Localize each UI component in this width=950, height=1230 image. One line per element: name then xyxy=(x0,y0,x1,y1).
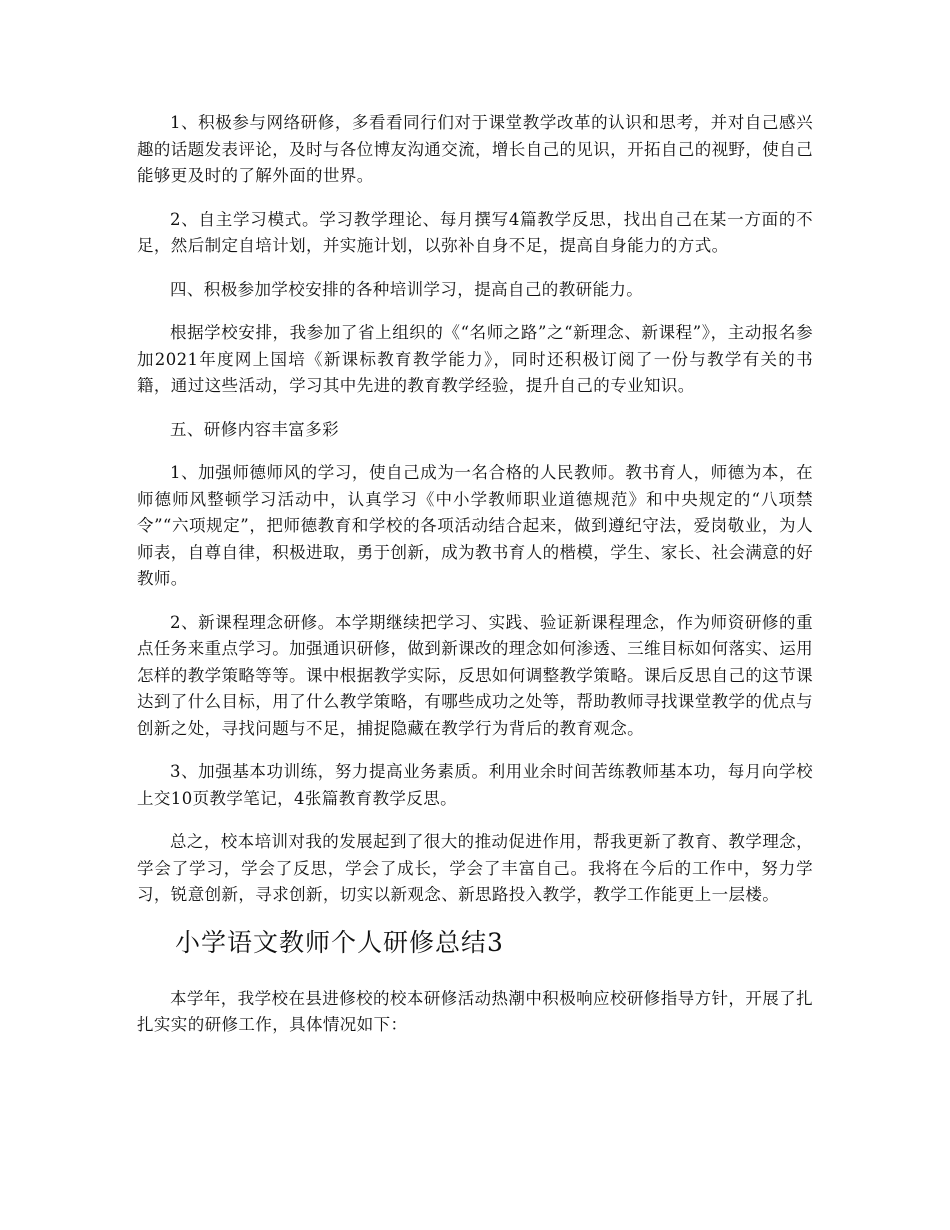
section-title: 小学语文教师个人研修总结3 xyxy=(175,927,504,957)
paragraph-teacher-ethics: 1、加强师德师风的学习，使自己成为一名合格的人民教师。教书育人，师德为本，在师德师风整顿学习活动中，认真学习《中小学教师职业道德规范》和中央规定的“八项禁令”“六项规定”，把师德教育和学校的各项活动结合起来，做到遵纪守法，爱岗敬业，为人师表，自尊自律，积极进取，勇于创新，成为教书育人的楷模，学生、家长、社会满意的好教师。 xyxy=(137,463,813,588)
paragraph-heading-content: 五、研修内容丰富多彩 xyxy=(170,419,339,439)
paragraph-heading-training: 四、积极参加学校安排的各种培训学习，提高自己的教研能力。 xyxy=(170,279,644,299)
paragraph-intro: 本学年，我学校在县进修校的校本研修活动热潮中积极响应校研修指导方针，开展了扎扎实实的研修工作，具体情况如下： xyxy=(137,988,813,1034)
paragraph-school-arrangement: 根据学校安排，我参加了省上组织的《“名师之路”之“新理念、新课程”》，主动报名参加2021年度网上国培《新课标教育教学能力》，同时还积极订阅了一份与教学有关的书籍，通过这些活动，学习其中先进的教育教学经验，提升自己的专业知识。 xyxy=(137,323,813,395)
paragraph-conclusion: 总之，校本培训对我的发展起到了很大的推动促进作用，帮我更新了教育、教学理念，学会了学习，学会了反思，学会了成长，学会了丰富自己。我将在今后的工作中，努力学习，锐意创新，寻求创新，切实以新观念、新思路投入教学，教学工作能更上一层楼。 xyxy=(137,832,813,904)
paragraph-basic-skills: 3、加强基本功训练，努力提高业务素质。利用业余时间苦练教师基本功，每月向学校上交10页教学笔记，4张篇教育教学反思。 xyxy=(137,762,813,808)
document-body xyxy=(137,110,813,1056)
paragraph-self-study: 2、自主学习模式。学习教学理论、每月撰写4篇教学反思，找出自己在某一方面的不足，然后制定自培计划，并实施计划，以弥补自身不足，提高自身能力的方式。 xyxy=(137,209,813,255)
paragraph-online-study: 1、积极参与网络研修，多看看同行们对于课堂教学改革的认识和思考，并对自己感兴趣的话题发表评论，及时与各位博友沟通交流，增长自己的见识，开拓自己的视野，使自己能够更及时的了解外面的世界。 xyxy=(137,113,813,185)
paragraph-new-curriculum: 2、新课程理念研修。本学期继续把学习、实践、验证新课程理念，作为师资研修的重点任务来重点学习。加强通识研修，做到新课改的理念如何渗透、三维目标如何落实、运用怎样的教学策略等等。课中根据教学实际，反思如何调整教学策略。课后反思自己的这节课达到了什么目标，用了什么教学策略，有哪些成功之处等，帮助教师寻找课堂教学的优点与创新之处，寻找问题与不足，捕捉隐藏在教学行为背后的教育观念。 xyxy=(137,612,813,738)
